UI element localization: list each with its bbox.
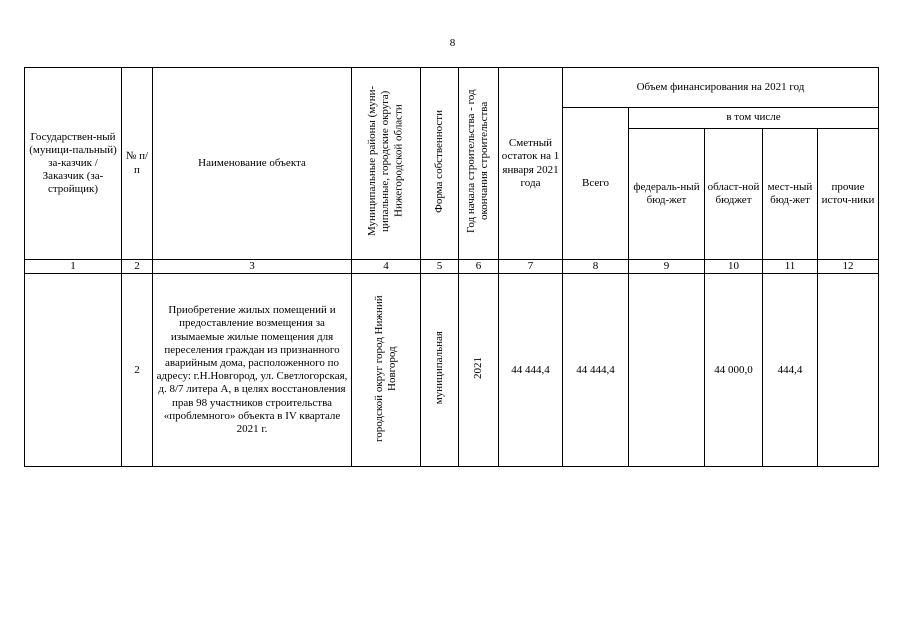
- cell-ownership-text: муниципальная: [432, 331, 445, 405]
- cell-ownership: [421, 274, 459, 467]
- column-number: 1: [25, 260, 122, 274]
- financing-table: [24, 67, 879, 467]
- column-number: 2: [122, 260, 153, 274]
- cell-customer: [25, 274, 122, 467]
- column-number: 11: [763, 260, 818, 274]
- header-local-budget: мест-ный бюд-жет: [763, 129, 818, 260]
- cell-years-text: 2021: [471, 357, 484, 380]
- column-number: 12: [818, 260, 879, 274]
- table-row: [25, 274, 879, 467]
- cell-estimated-balance: 44 444,4: [499, 274, 563, 467]
- header-object-name: Наименование объекта: [153, 68, 352, 260]
- header-construction-years: [459, 68, 499, 260]
- cell-total: 44 444,4: [563, 274, 629, 467]
- header-construction-years-text: Год начала строительства - год окончания строительства: [465, 89, 491, 234]
- header-regional-budget: област-ной бюджет: [705, 129, 763, 260]
- cell-district-text: городской округ город Нижний Новгород: [372, 294, 398, 442]
- header-ownership-form: [421, 68, 459, 260]
- cell-federal: [629, 274, 705, 467]
- header-ownership-form-text: Форма собственности: [432, 109, 445, 213]
- cell-object-name: Приобретение жилых помещений и предоставление возмещения за изымаемые жилые помещения для переселения граждан из признанного аварийным дома, расположенного по адресу: г.Н.Новгород, ул. Светлогорская, д. 8/7 литера А, в целях восстановления прав 98 участников строительства «проблемного» объекта в IV квартале 2021 г.: [153, 274, 352, 467]
- column-number: 5: [421, 260, 459, 274]
- header-other-sources: прочие источ-ники: [818, 129, 879, 260]
- header-total: Всего: [563, 108, 629, 260]
- column-number: 9: [629, 260, 705, 274]
- header-estimated-balance: Сметный остаток на 1 января 2021 года: [499, 68, 563, 260]
- header-federal-budget: федераль-ный бюд-жет: [629, 129, 705, 260]
- page-number: 8: [449, 37, 456, 49]
- cell-regional: 44 000,0: [705, 274, 763, 467]
- header-number: № п/п: [122, 68, 153, 260]
- header-including: в том числе: [629, 108, 879, 129]
- cell-district: [352, 274, 421, 467]
- column-number: 10: [705, 260, 763, 274]
- cell-other: [818, 274, 879, 467]
- cell-local: 444,4: [763, 274, 818, 467]
- header-customer: Государствен-ный (муници-пальный) за-казчик / Заказчик (за-стройщик): [25, 68, 122, 260]
- header-municipal-districts-text: Муниципальные районы (муни-ципальные, городские округа) Нижегородской области: [366, 86, 405, 237]
- header-municipal-districts: [352, 68, 421, 260]
- column-number: 7: [499, 260, 563, 274]
- header-financing-volume: Объем финансирования на 2021 год: [563, 68, 879, 108]
- column-number: 6: [459, 260, 499, 274]
- column-number: 8: [563, 260, 629, 274]
- cell-years: [459, 274, 499, 467]
- column-number-row: [25, 260, 879, 274]
- cell-number: 2: [122, 274, 153, 467]
- header-row-1: [25, 68, 879, 108]
- column-number: 4: [352, 260, 421, 274]
- column-number: 3: [153, 260, 352, 274]
